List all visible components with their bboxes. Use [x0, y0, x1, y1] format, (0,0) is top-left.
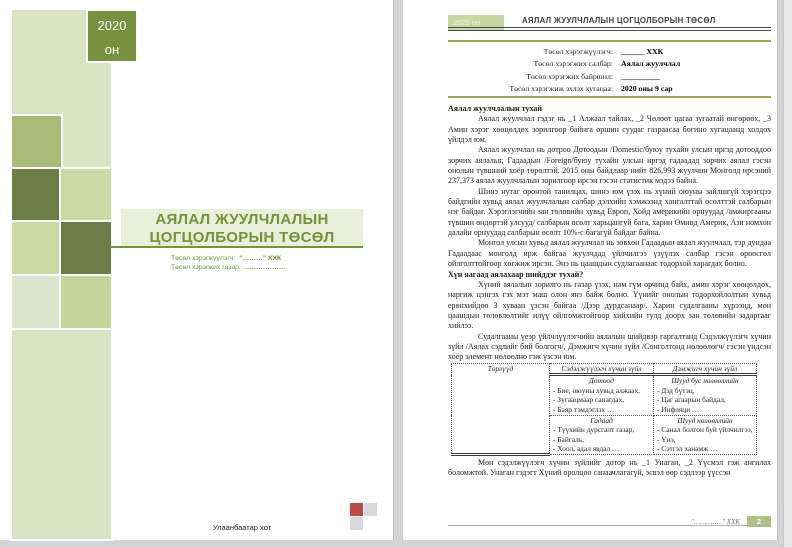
cell-title: Шууд нөлөөллийн	[677, 415, 733, 425]
content-page	[402, 0, 778, 540]
mosaic-tile	[12, 169, 61, 221]
cover-page	[0, 0, 394, 540]
section-heading: Аялал жуулчлалын тухай	[448, 104, 542, 113]
table-col-header: Сэдэлжүүлэгч хүчин зүйл	[550, 363, 654, 375]
mosaic-tile	[12, 276, 61, 330]
form-label: Төсөл хэрэгжих байршил:	[526, 71, 613, 81]
cell-title: Шууд бус нөлөөллийн	[671, 376, 739, 386]
paragraph: Хүний аялалын зорилго нь газар үзэх, нам гүм орчинд байх, амин хэрэг хөөцөлдөх, наргиж цэнгэх гэх мэт маш олон янз байж болно. Үүнийг онолын тодорхойлолтын хувьд ерөнхийдөө 3 хуваан үзсэн байгаа /Дээр дурдсанаар/. Харин судалгааны хүрээнд, мөн цаашдын төлөвлөлтийг илүү ойлгомжтойгоор хийхийн тулд доорх зан төлөвийн задаргааг хийлээ.	[448, 279, 771, 331]
form-row	[448, 58, 771, 70]
form-row	[448, 46, 771, 58]
form-label: Төсөл хэрэгжих салбар:	[533, 59, 613, 69]
form-value: 2020 оны 9 сар	[621, 84, 673, 94]
green-rule	[448, 40, 771, 42]
project-form	[448, 46, 771, 96]
form-value: ______ ХХК	[621, 47, 664, 56]
cover-year-badge	[86, 9, 138, 63]
page-number-badge: 2	[747, 516, 771, 527]
mosaic-tile	[12, 222, 61, 275]
form-value: Аялал жуулчлал	[621, 59, 681, 69]
cover-title-line1: АЯЛАЛ ЖУУЛЧЛАЛЫН	[155, 211, 329, 228]
section-heading: Хүн яагаад аялахаар шийддэг тухай?	[448, 269, 584, 279]
header-underline	[448, 30, 771, 31]
page-footer	[448, 511, 771, 529]
cover-year: 2020	[97, 18, 127, 33]
document-body	[448, 104, 771, 479]
paragraph: Монгол улсын хувьд аялал жуулчлал нь зөвхөн Гадаадын аялал жуулчлал, тэр дундаа Гадаадаас монголд ирж байгаа жуулчдад үйлчилгээ үзүүлэх салбар гэсэн өрөөсгөл ойлголттойгоор хөгжиж ирсэн. Энэ нь цаашдын судлагаанаас тодорхой харагдах болно.	[448, 238, 771, 269]
mosaic-tile	[12, 116, 61, 168]
table-row-label: Төрлүүд	[452, 363, 550, 454]
paragraph: Аялал жуулчлал гэдэг нь _1 Алжаал тайлах, _2 Чөлөөт цагаа зугаатай өнгөрөөх, _3 Амин хэрэг хөөцөлдөх зорилгоор байнга оршин суудаг газраасаа богино хугацаанд холдох үйлдэл юм.	[448, 114, 771, 145]
form-row	[448, 71, 771, 83]
motivation-factors-table	[451, 363, 757, 456]
cover-year-suffix: он	[104, 42, 120, 57]
form-row	[448, 83, 771, 95]
table-cell: Шууд нөлөөллийн - Санал болгон буй үйлчилгээ, - Үнэ, - Сэтгэл ханамж …	[654, 415, 757, 454]
paragraph: Шинэ нутаг оронтой танилцах, шинэ юм үзэх нь хүний оюуны зайлшгүй хэрэгцээ байдгийн хувьд аялал жуулчлалын салбар дэлхийн хэмжээнд хангалттай өсөлттэй салбарын нэг байдаг. Хэрэглэгчийн зан төлөвийн хувьд Европ, Хойд америкийн орнуудад /амжиргааны түвшин өндөртэй улсууд/ салбарын өсөлт харьцангуй бага, харин Өмнөд Америк, Ази номхон далайн орнуудад салбарын өсөлт 10%-с багагүй байдаг байна.	[448, 186, 771, 238]
footer-company: "………….." ХХК	[690, 518, 740, 526]
cover-title-line2: ЦОГЦОЛБОРЫН ТӨСӨЛ	[149, 228, 335, 246]
form-value: __________	[621, 71, 660, 81]
cover-implementer-label: Төсөл хэрэгжүүлэгч:	[171, 255, 236, 262]
footer-rule	[448, 525, 771, 526]
header-underline	[448, 27, 771, 28]
green-rule	[448, 96, 771, 98]
header-year-badge: 2020 он	[448, 15, 504, 30]
closing-paragraph: Мөн сэдэлжүүлэгч хүчин зүйлийг дотор нь _1 Унаган, _2 Үүсмэл гэж ангилах боломжтой. Унаган гэдэгт Хүний оролцоо санаачлагагүй, эсвэл өөр сэдлээр үүссэн	[448, 457, 771, 478]
table-col-header: Дэмжигч хүчин зүйл	[654, 363, 757, 375]
form-label: Төсөл хэрэгжүүлэгч:	[543, 47, 613, 56]
decor-square-gray	[350, 517, 363, 530]
cell-title: Гадаад	[590, 415, 613, 425]
cover-implementer-value: "………" ХХК	[239, 255, 282, 262]
decor-square-gray	[364, 503, 377, 516]
mosaic-tile	[61, 222, 111, 275]
cover-title	[121, 209, 363, 246]
vertical-scrollbar[interactable]	[783, 0, 792, 547]
mosaic-tile	[61, 169, 111, 221]
table-cell: Шууд бус нөлөөллийн - Дэд бүтэц, - Цаг агаарын байдал, - Инфляци …	[654, 375, 757, 415]
header-title: АЯЛАЛ ЖУУЛЧЛАЛЫН ЦОГЦОЛБОРЫН ТӨСӨЛ	[522, 16, 716, 25]
decor-square-red	[350, 503, 363, 516]
mosaic-tile	[12, 330, 111, 539]
cover-location-value: ………………	[244, 264, 286, 271]
form-label: Төсөл хэрэгжиж эхлэх хугацаа:	[509, 84, 613, 94]
paragraph: Аялал жуулчлал нь дотроо Дотоодын /Domestic/буюу тухайн улсын иргэд дотооддоо зорчих аялалыг, Гадаадын /Foreign/буюу тухайн улсын иргэд гадаадад зорчих аялал гэсэн онолын түвшний хоёр төрөлтэй. 2015 оны байдлаар нийт 826,993 жуулчин Монголд ирсэний 237,373 аялал жуулчлалын зорилгоор ирсэн гэсэн статистик мэдээ байна.	[448, 145, 771, 186]
cell-title: Дотоод	[589, 376, 614, 386]
cover-location-label: Төсөл хэрэгжих газар:	[171, 264, 241, 271]
cover-city: Улаанбаатар хот	[212, 523, 272, 532]
table-cell: Дотоод - Бие, оюуны хувьд алжаах, - Зугаацмаар санагдах, - Баяр тэмдэглэх …	[550, 375, 654, 415]
table-cell: Гадаад - Түүхийн дурсгалт газар, - Байгаль, - Хоол, адал явдал …	[550, 415, 654, 454]
cover-subtitle	[171, 254, 286, 272]
cover-title-underline	[110, 246, 363, 248]
mosaic-tile	[61, 276, 111, 330]
paragraph: Судалгааны үеэр үйлчлүүлэгчийн аялалын шийдвэр гаргалтанд Сэдэлжүүлэгч хүчин зүйл /Аялах сэдлийг бий болгогч/, Дэмжигч хүчин зүйл /Сонголтонд нөлөөлөгч/ гэсэн үндсэн хоёр элемент нөлөөлнө гэж үзсэн юм.	[448, 331, 771, 362]
